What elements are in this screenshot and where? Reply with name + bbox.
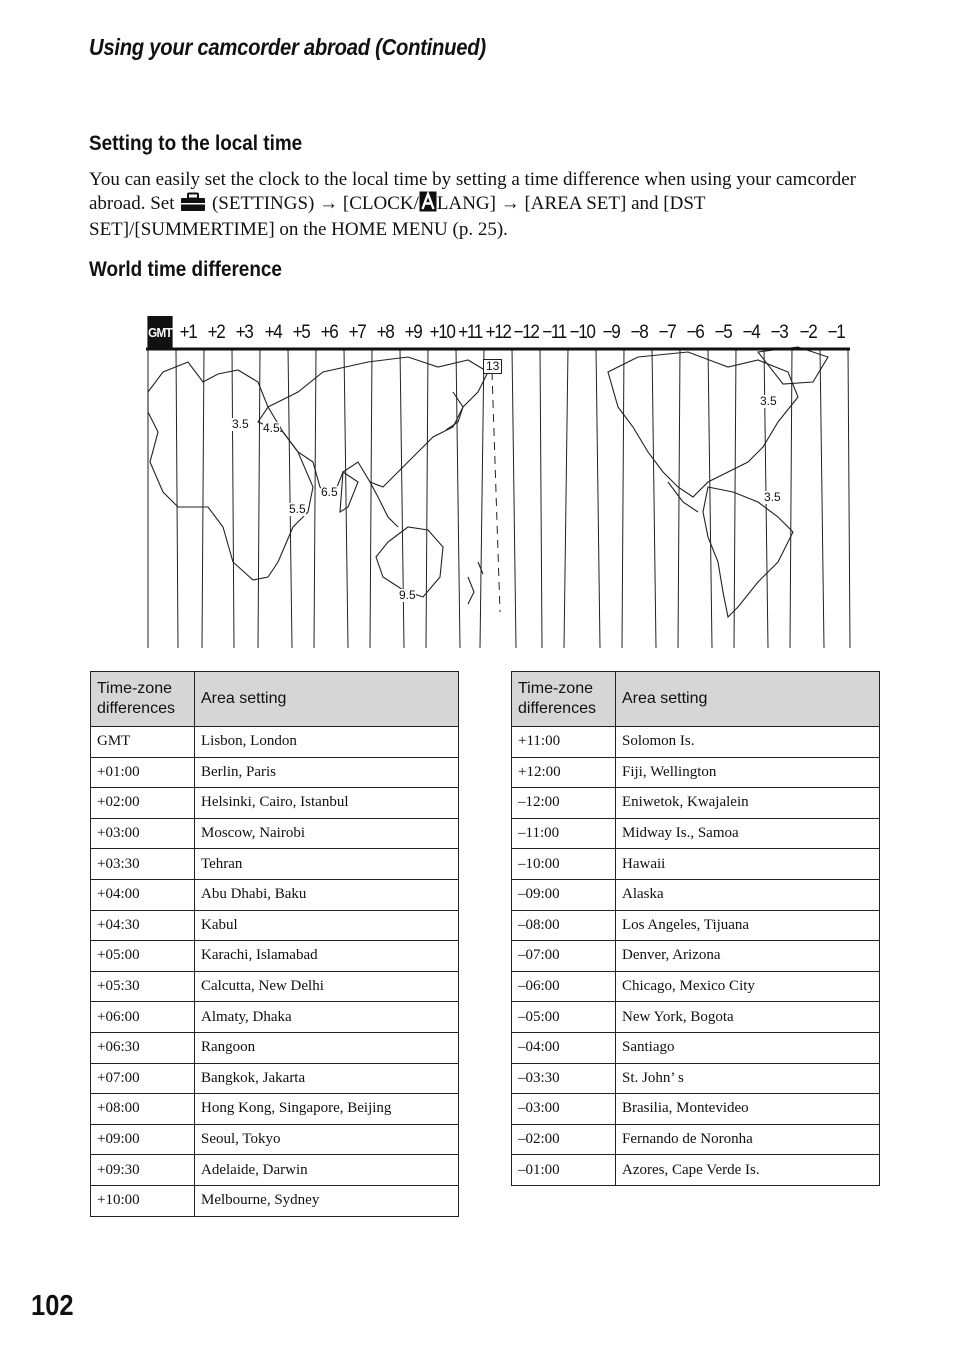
- table-row: [512, 788, 880, 819]
- table-header-row: [512, 672, 880, 727]
- zone-label: +8: [376, 322, 394, 343]
- table-row: [512, 727, 880, 758]
- column-header-time-zone: Time-zone differences: [91, 672, 195, 727]
- area-setting-cell: Azores, Cape Verde Is.: [616, 1155, 880, 1186]
- zone-label: GMT: [147, 316, 172, 349]
- area-setting-cell: Almaty, Dhaka: [195, 1002, 459, 1033]
- toolbox-icon: [179, 192, 207, 218]
- table-row: [91, 910, 459, 941]
- table-row: [91, 1063, 459, 1094]
- zone-label: +9: [405, 322, 422, 343]
- area-setting-cell: St. John’ s: [616, 1063, 880, 1094]
- table-row: [512, 849, 880, 880]
- time-difference-cell: +08:00: [91, 1094, 195, 1125]
- section-heading-local-time: Setting to the local time: [89, 132, 303, 155]
- time-difference-cell: +09:30: [91, 1155, 195, 1186]
- time-difference-cell: +01:00: [91, 757, 195, 788]
- table-row: [512, 1155, 880, 1186]
- area-setting-cell: Berlin, Paris: [195, 757, 459, 788]
- time-difference-cell: +04:00: [91, 879, 195, 910]
- zone-label: −1: [827, 322, 845, 343]
- time-difference-cell: +02:00: [91, 788, 195, 819]
- area-setting-cell: Lisbon, London: [195, 727, 459, 758]
- time-difference-cell: +03:30: [91, 849, 195, 880]
- area-setting-cell: Eniwetok, Kwajalein: [616, 788, 880, 819]
- a-box-icon: [419, 191, 437, 218]
- area-setting-cell: Calcutta, New Delhi: [195, 971, 459, 1002]
- area-setting-cell: Tehran: [195, 849, 459, 880]
- area-setting-cell: Denver, Arizona: [616, 941, 880, 972]
- table-header-row: [91, 672, 459, 727]
- map-offset-label: 3.5: [232, 417, 249, 431]
- table-row: [91, 757, 459, 788]
- zone-label: +1: [179, 322, 197, 343]
- area-setting-cell: Brasilia, Montevideo: [616, 1094, 880, 1125]
- time-difference-cell: +11:00: [512, 727, 616, 758]
- table-row: [512, 941, 880, 972]
- zone-label: −12: [513, 322, 539, 343]
- time-difference-cell: +07:00: [91, 1063, 195, 1094]
- text-part: (SETTINGS): [207, 193, 320, 214]
- time-difference-cell: +05:00: [91, 941, 195, 972]
- area-setting-cell: Los Angeles, Tijuana: [616, 910, 880, 941]
- area-setting-cell: Solomon Is.: [616, 727, 880, 758]
- time-difference-cell: +12:00: [512, 757, 616, 788]
- column-header-area: Area setting: [616, 672, 880, 727]
- column-header-time-zone: Time-zone differences: [512, 672, 616, 727]
- area-setting-cell: Adelaide, Darwin: [195, 1155, 459, 1186]
- time-difference-cell: –02:00: [512, 1124, 616, 1155]
- table-row: [91, 941, 459, 972]
- time-difference-cell: –08:00: [512, 910, 616, 941]
- table-row: [512, 1094, 880, 1125]
- page-number: 102: [31, 1290, 74, 1322]
- table-row: [512, 971, 880, 1002]
- time-difference-cell: –11:00: [512, 818, 616, 849]
- area-setting-cell: Melbourne, Sydney: [195, 1185, 459, 1216]
- area-setting-cell: Bangkok, Jakarta: [195, 1063, 459, 1094]
- text-part: [AREA SET] and [DST SET]/[SUMMERTIME] on the HOME MENU (p. 25).: [89, 193, 706, 240]
- time-difference-cell: –07:00: [512, 941, 616, 972]
- table-row: [91, 971, 459, 1002]
- zone-label: +4: [264, 322, 282, 343]
- time-difference-cell: –06:00: [512, 971, 616, 1002]
- time-difference-cell: +03:00: [91, 818, 195, 849]
- table-row: [91, 1032, 459, 1063]
- map-offset-label: 4.5: [263, 421, 280, 435]
- time-difference-cell: –10:00: [512, 849, 616, 880]
- table-row: [512, 1002, 880, 1033]
- time-zone-table-left: [90, 671, 459, 1217]
- table-row: [512, 910, 880, 941]
- time-difference-cell: GMT: [91, 727, 195, 758]
- time-difference-cell: +04:30: [91, 910, 195, 941]
- zone-label: +11: [457, 322, 482, 343]
- zone-label: −11: [542, 322, 567, 343]
- table-row: [91, 818, 459, 849]
- zone-label: +3: [236, 322, 253, 343]
- zone-label: −3: [771, 322, 788, 343]
- table-row: [512, 818, 880, 849]
- area-setting-cell: Karachi, Islamabad: [195, 941, 459, 972]
- time-difference-cell: +06:00: [91, 1002, 195, 1033]
- zone-label: −9: [602, 322, 619, 343]
- text-part: You can easily set the clock to the local time by setting a time difference when using your camcorder abroad. Set: [89, 169, 856, 214]
- table-row: [91, 1002, 459, 1033]
- zone-label: −5: [714, 322, 732, 343]
- area-setting-cell: Alaska: [616, 879, 880, 910]
- table-row: [91, 1155, 459, 1186]
- text-part: LANG]: [436, 193, 501, 214]
- area-setting-cell: Fiji, Wellington: [616, 757, 880, 788]
- local-time-paragraph: [89, 168, 859, 241]
- table-row: [91, 1124, 459, 1155]
- map-offset-label: 3.5: [764, 490, 781, 504]
- time-difference-cell: –01:00: [512, 1155, 616, 1186]
- area-setting-cell: Santiago: [616, 1032, 880, 1063]
- zone-label: −2: [799, 322, 817, 343]
- area-setting-cell: Hawaii: [616, 849, 880, 880]
- zone-label: +10: [429, 322, 455, 343]
- time-difference-cell: +06:30: [91, 1032, 195, 1063]
- arrow-icon: →: [319, 193, 339, 214]
- table-row: [91, 1094, 459, 1125]
- map-offset-label: 3.5: [760, 394, 777, 408]
- area-setting-cell: Kabul: [195, 910, 459, 941]
- table-row: [512, 879, 880, 910]
- page-title: Using your camcorder abroad (Continued): [89, 34, 486, 60]
- table-row: [91, 879, 459, 910]
- zone-label: +12: [485, 322, 511, 343]
- area-setting-cell: Seoul, Tokyo: [195, 1124, 459, 1155]
- time-difference-cell: +05:30: [91, 971, 195, 1002]
- time-difference-cell: –04:00: [512, 1032, 616, 1063]
- map-offset-label: 9.5: [399, 588, 416, 602]
- area-setting-cell: Chicago, Mexico City: [616, 971, 880, 1002]
- area-setting-cell: Moscow, Nairobi: [195, 818, 459, 849]
- area-setting-cell: Fernando de Noronha: [616, 1124, 880, 1155]
- table-row: [512, 1124, 880, 1155]
- zone-label: −7: [658, 322, 676, 343]
- zone-label: −6: [686, 322, 704, 343]
- time-difference-cell: –09:00: [512, 879, 616, 910]
- arrow-icon: →: [500, 193, 520, 214]
- time-difference-cell: +10:00: [91, 1185, 195, 1216]
- area-setting-cell: Midway Is., Samoa: [616, 818, 880, 849]
- table-row: [91, 788, 459, 819]
- time-zone-bar: [146, 316, 850, 349]
- area-setting-cell: Hong Kong, Singapore, Beijing: [195, 1094, 459, 1125]
- column-header-area: Area setting: [195, 672, 459, 727]
- table-row: [512, 1063, 880, 1094]
- time-difference-cell: +09:00: [91, 1124, 195, 1155]
- table-row: [512, 757, 880, 788]
- zone-label: −8: [630, 322, 648, 343]
- area-setting-cell: Rangoon: [195, 1032, 459, 1063]
- zone-label: +5: [292, 322, 310, 343]
- table-row: [91, 727, 459, 758]
- zone-label: +7: [348, 322, 366, 343]
- area-setting-cell: Helsinki, Cairo, Istanbul: [195, 788, 459, 819]
- table-row: [91, 849, 459, 880]
- text-part: [CLOCK/: [338, 193, 419, 214]
- area-setting-cell: New York, Bogota: [616, 1002, 880, 1033]
- zone-label: +2: [207, 322, 225, 343]
- world-time-map: [108, 312, 853, 648]
- time-difference-cell: –05:00: [512, 1002, 616, 1033]
- zone-label: +6: [320, 322, 338, 343]
- map-offset-label: 6.5: [321, 485, 338, 499]
- map-offset-label: 13: [483, 359, 502, 374]
- section-heading-world-time: World time difference: [89, 258, 282, 281]
- time-zone-table-right: [511, 671, 880, 1186]
- time-difference-cell: –03:30: [512, 1063, 616, 1094]
- area-setting-cell: Abu Dhabi, Baku: [195, 879, 459, 910]
- time-difference-cell: –03:00: [512, 1094, 616, 1125]
- table-row: [91, 1185, 459, 1216]
- time-difference-cell: –12:00: [512, 788, 616, 819]
- table-row: [512, 1032, 880, 1063]
- map-offset-label: 5.5: [289, 502, 306, 516]
- zone-label: −4: [742, 322, 760, 343]
- zone-label: −10: [569, 322, 595, 343]
